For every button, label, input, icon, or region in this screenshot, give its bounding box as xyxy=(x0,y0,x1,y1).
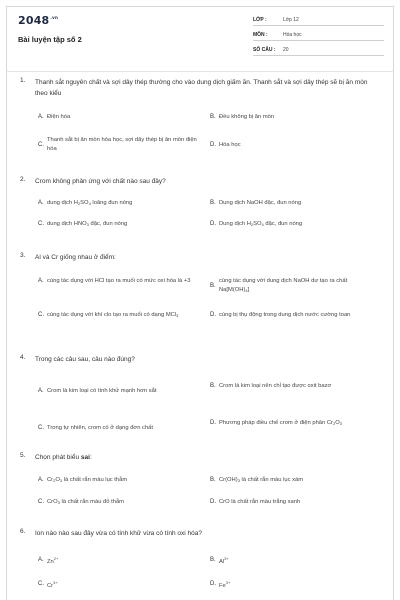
option-letter: C. xyxy=(38,425,44,431)
option-c[interactable] xyxy=(38,498,210,507)
option-letter: A. xyxy=(38,557,44,563)
option-b[interactable] xyxy=(210,554,380,567)
header xyxy=(18,14,384,64)
meta-key: LỚP : xyxy=(253,16,267,23)
option-text: Crom là kim loại nên chỉ tạo được oxit bazơ xyxy=(219,383,332,389)
question-number: 3. xyxy=(20,252,26,259)
meta-value: Lớp 12 xyxy=(283,16,299,23)
question-text: Al và Cr giống nhau ở điểm: xyxy=(35,254,116,261)
option-letter: C. xyxy=(38,312,44,318)
option-b[interactable] xyxy=(210,382,380,391)
question-text: Chọn phát biểu sai: xyxy=(35,454,92,461)
option-letter: C. xyxy=(38,581,44,587)
option-letter: B. xyxy=(210,383,216,389)
option-text: Trong tự nhiên, crom có ở dạng đơn chất xyxy=(47,425,154,431)
option-letter: A. xyxy=(38,278,44,284)
option-letter: B. xyxy=(210,282,216,289)
option-b[interactable] xyxy=(210,113,375,122)
option-letter: D. xyxy=(210,312,216,318)
option-letter: C. xyxy=(38,221,44,227)
option-text: Dung dịch $H_2SO_4$ đặc, đun nóng xyxy=(219,221,303,227)
option-text: Hóa học xyxy=(219,142,241,148)
option-text: Thanh sắt bị ăn mòn hóa học, sợi dây thép bị ăn mòn điện hóa xyxy=(47,137,197,152)
question-number: 2. xyxy=(20,176,26,183)
question-number: 6. xyxy=(20,528,26,535)
logo: $2048^{.vn}$ xyxy=(18,14,58,27)
option-letter: D. xyxy=(210,142,216,148)
question-number: 1. xyxy=(20,77,26,84)
option-d[interactable] xyxy=(210,498,380,507)
option-letter: B. xyxy=(210,200,216,206)
meta-row-count xyxy=(253,44,384,56)
option-text: CrO là chất rắn màu trắng xanh xyxy=(219,499,301,505)
option-letter: B. xyxy=(210,114,216,120)
question-text: Thanh sắt nguyên chất và sợi dây thép thường cho vào dung dịch giấm ăn. Thanh sắt và sợi dây thép sẽ bị ăn mòn theo kiểu xyxy=(35,79,368,97)
header-divider xyxy=(6,71,394,72)
option-a[interactable] xyxy=(38,387,210,396)
meta-value: Hóa học xyxy=(283,31,302,38)
option-text: dung dịch $HNO_3$ đặc, đun nóng xyxy=(47,221,128,227)
option-text: cùng tác dụng với dung dịch NaOH dư tạo ra chất $Na[M(OH)_4]$ xyxy=(219,278,348,293)
option-text: $Cr(OH)_3$ là chất rắn màu lục xám xyxy=(219,477,304,483)
question-number: 4. xyxy=(20,354,26,361)
option-letter: D. xyxy=(210,581,216,587)
option-d[interactable] xyxy=(210,220,375,229)
option-letter: D. xyxy=(210,221,216,227)
option-text: cùng tác dụng với khí clo tạo ra muối có dạng MCl$_3$ xyxy=(47,312,179,318)
meta-info xyxy=(253,14,384,59)
option-text: $Fe^{3+}$ xyxy=(219,580,231,589)
meta-key: MÔN : xyxy=(253,31,268,38)
option-letter: A. xyxy=(38,114,44,120)
option-text: CrO$_3$ là chất rắn màu đỏ thẫm xyxy=(47,499,124,505)
option-text: $Cr^{3+}$ xyxy=(47,580,58,589)
option-a[interactable] xyxy=(38,476,210,485)
option-letter: A. xyxy=(38,477,44,483)
test-title: Bài luyện tập số 2 xyxy=(18,35,82,44)
option-text: $Al^{3+}$ xyxy=(219,556,229,565)
option-text: Phương pháp điều chế crom ở điện phân $Cr_2O_3$ xyxy=(219,420,342,426)
option-d[interactable] xyxy=(210,419,380,428)
option-letter: D. xyxy=(210,499,216,505)
option-d[interactable] xyxy=(210,578,380,591)
option-a[interactable] xyxy=(38,554,210,567)
option-letter: C. xyxy=(38,141,44,148)
option-text: Crom là kim loại có tính khử mạnh hơn sắt xyxy=(47,388,157,394)
option-text: $Zn^{2+}$ xyxy=(47,556,59,565)
option-d[interactable] xyxy=(210,311,380,320)
option-a[interactable] xyxy=(38,277,210,286)
meta-value: 20 xyxy=(283,46,289,53)
option-d[interactable] xyxy=(210,141,375,150)
option-text: cùng tác dụng với HCl tạo ra muối có mức oxi hóa là +3 xyxy=(47,278,191,284)
option-letter: C. xyxy=(38,499,44,505)
option-c[interactable] xyxy=(38,578,210,591)
question-text: Trong các câu sau, câu nào đúng? xyxy=(35,356,135,363)
meta-key: SỐ CÂU : xyxy=(253,46,276,53)
option-c[interactable] xyxy=(38,136,208,154)
question-text: Ion nào nào sau đây vừa có tính khử vừa có tính oxi hóa? xyxy=(35,530,202,537)
option-text: dung dịch $H_2SO_4$ loãng đun nóng xyxy=(47,200,133,206)
option-b[interactable] xyxy=(210,277,380,295)
option-c[interactable] xyxy=(38,311,210,320)
option-text: Dung dịch NaOH đặc, đun nóng xyxy=(219,200,302,206)
option-b[interactable] xyxy=(210,199,375,208)
option-c[interactable] xyxy=(38,424,210,433)
option-letter: D. xyxy=(210,420,216,426)
option-letter: B. xyxy=(210,557,216,563)
meta-row-subject xyxy=(253,29,384,41)
option-letter: B. xyxy=(210,477,216,483)
option-a[interactable] xyxy=(38,113,198,122)
option-b[interactable] xyxy=(210,476,380,485)
meta-row-class xyxy=(253,14,384,26)
question-text: Crom không phản ứng với chất nào sau đây? xyxy=(35,178,166,185)
question-number: 5. xyxy=(20,452,26,459)
option-letter: A. xyxy=(38,388,44,394)
option-c[interactable] xyxy=(38,220,203,229)
option-text: Đều không bị ăn mòn xyxy=(219,114,275,120)
option-letter: A. xyxy=(38,200,44,206)
option-text: cùng bị thụ động trong dung dịch nước cường toan xyxy=(219,312,351,318)
option-text: Điện hóa xyxy=(47,114,71,120)
option-a[interactable] xyxy=(38,199,203,208)
option-text: $Cr_2O_3$ là chất rắn màu lục thẫm xyxy=(47,477,128,483)
